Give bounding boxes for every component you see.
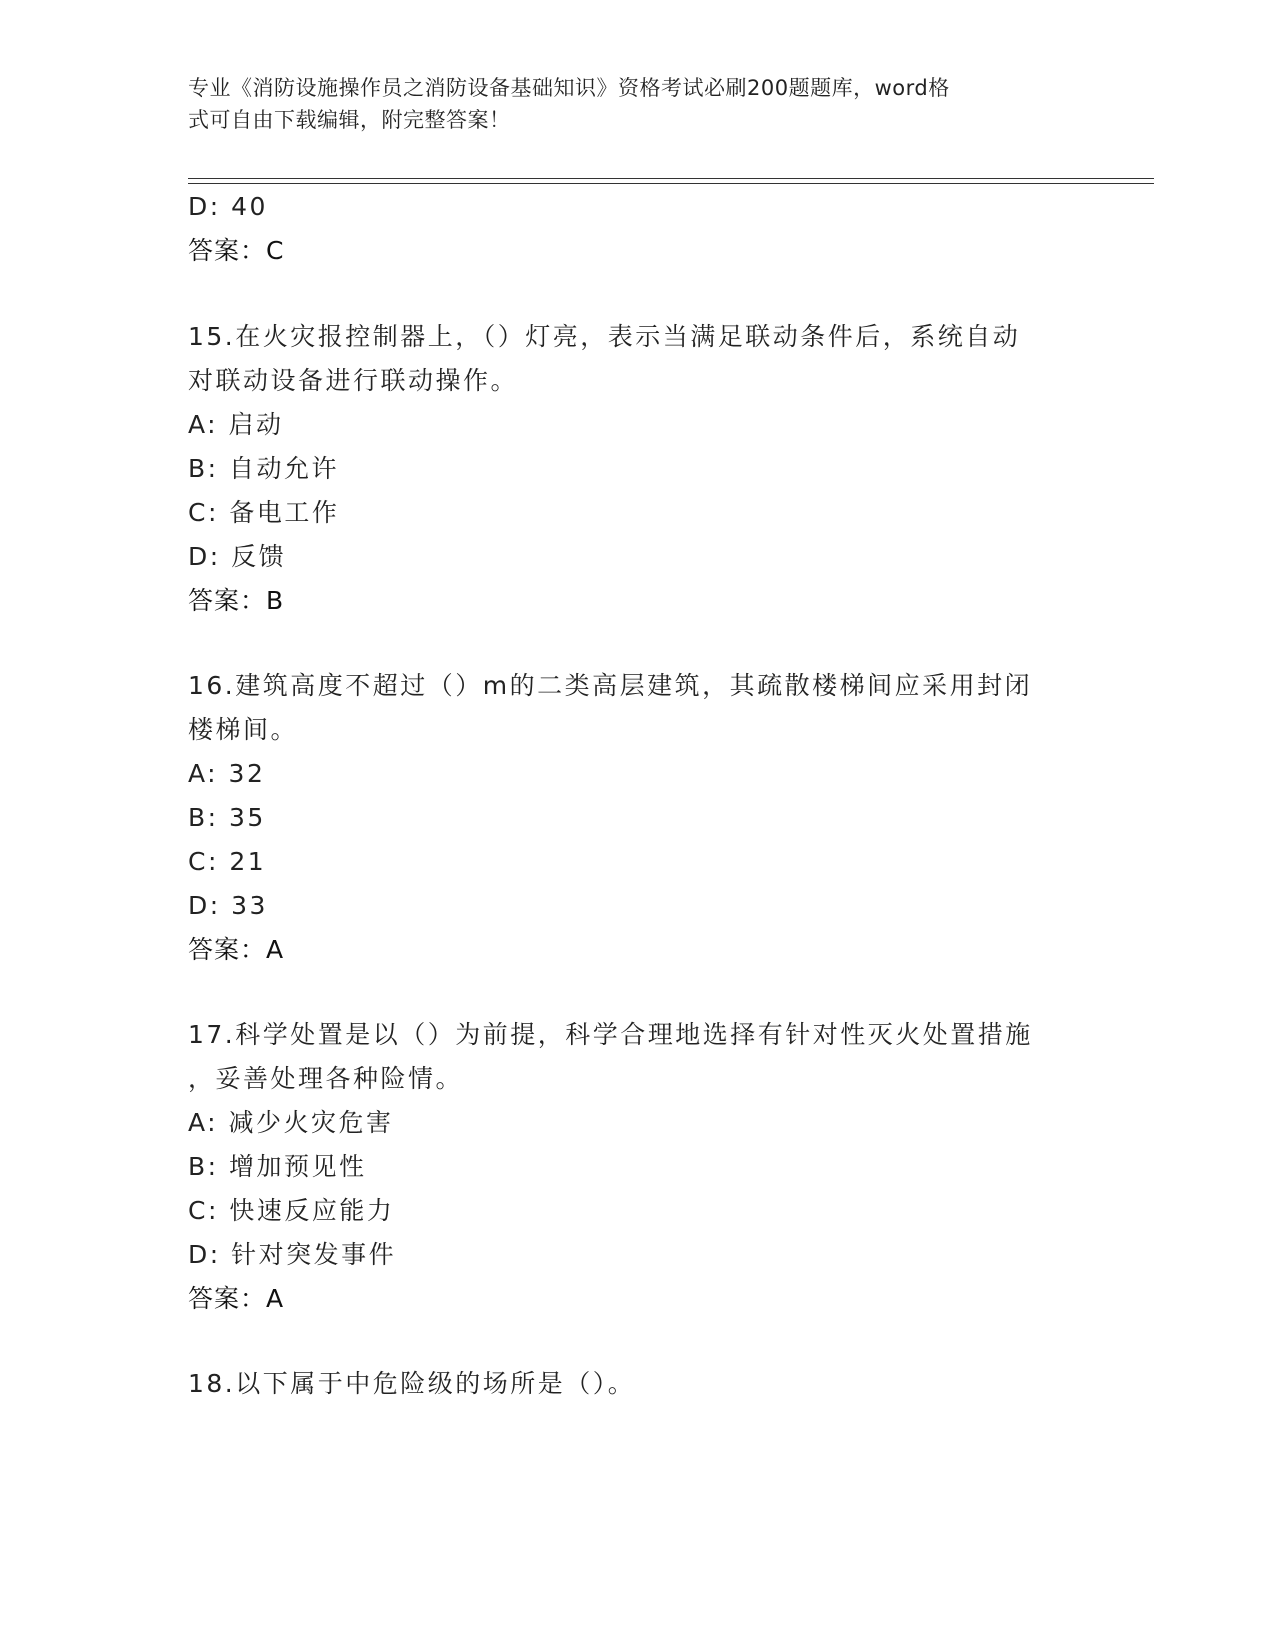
q16-option-d: D: 33 bbox=[188, 891, 268, 920]
header-divider-top bbox=[188, 178, 1154, 179]
q17-option-c: C: 快速反应能力 bbox=[188, 1196, 395, 1225]
q16-stem-line2: 楼梯间。 bbox=[188, 715, 299, 744]
document-header bbox=[188, 72, 1088, 136]
q16-answer: 答案：A bbox=[188, 935, 285, 964]
q15-option-c: C: 备电工作 bbox=[188, 498, 340, 527]
q15-answer: 答案：B bbox=[188, 586, 285, 615]
q14-answer: 答案：C bbox=[188, 236, 285, 265]
q16-option-b: B: 35 bbox=[188, 803, 266, 832]
header-title-line1: 专业《消防设施操作员之消防设备基础知识》资格考试必刷200题题库，word格 bbox=[188, 76, 950, 100]
q15-option-b: B: 自动允许 bbox=[188, 454, 340, 483]
header-divider-bottom bbox=[188, 183, 1154, 184]
q15-stem-line1: 15.在火灾报控制器上，（）灯亮，表示当满足联动条件后，系统自动 bbox=[188, 322, 1021, 351]
q16-option-c: C: 21 bbox=[188, 847, 267, 876]
q14-option-d: D: 40 bbox=[188, 192, 268, 221]
q17-answer: 答案：A bbox=[188, 1284, 285, 1313]
q16-option-a: A: 32 bbox=[188, 759, 266, 788]
q18-stem-line1: 18.以下属于中危险级的场所是（）。 bbox=[188, 1369, 636, 1398]
q17-stem-line2: ，妥善处理各种险情。 bbox=[188, 1064, 464, 1093]
q17-stem-line1: 17.科学处置是以（）为前提，科学合理地选择有针对性灭火处置措施 bbox=[188, 1020, 1033, 1049]
q15-stem-line2: 对联动设备进行联动操作。 bbox=[188, 366, 519, 395]
q15-option-a: A: 启动 bbox=[188, 410, 284, 439]
header-title-line2: 式可自由下载编辑，附完整答案！ bbox=[188, 108, 511, 132]
q15-option-d: D: 反馈 bbox=[188, 542, 287, 571]
q17-option-b: B: 增加预见性 bbox=[188, 1152, 367, 1181]
q16-stem-line1: 16.建筑高度不超过（）m的二类高层建筑，其疏散楼梯间应采用封闭 bbox=[188, 671, 1033, 700]
q17-option-d: D: 针对突发事件 bbox=[188, 1240, 397, 1269]
q17-option-a: A: 减少火灾危害 bbox=[188, 1108, 394, 1137]
